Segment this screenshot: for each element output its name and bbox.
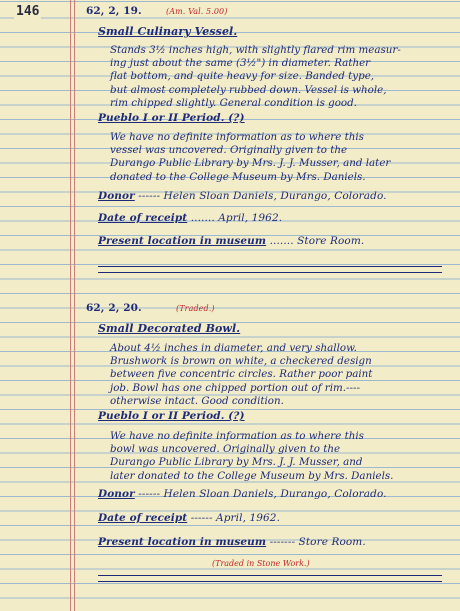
receipt-value: ------ April, 1962. <box>190 512 281 524</box>
receipt-label: Date of receipt <box>98 512 188 524</box>
receipt-row <box>98 512 280 524</box>
description-line: rim chipped slightly. General condition is good. <box>110 96 357 109</box>
receipt-label: Date of receipt <box>98 212 188 224</box>
period-label: Pueblo I or II Period. (?) <box>98 410 245 422</box>
location-value: ------- Store Room. <box>269 536 366 548</box>
description-line: Stands 3½ inches high, with slightly flared rim measur- <box>110 44 401 56</box>
donor-label: Donor <box>98 190 135 202</box>
description-block <box>110 44 450 110</box>
margin-note: (Traded.) <box>176 304 215 313</box>
receipt-row <box>98 212 282 224</box>
location-row <box>98 235 364 247</box>
description-line: flat bottom, and quite heavy for size. Banded type, <box>110 70 375 83</box>
description-line: About 4½ inches in diameter, and very shallow. <box>110 342 357 354</box>
location-label: Present location in museum <box>98 235 267 247</box>
receipt-value: ....... April, 1962. <box>190 212 283 224</box>
donor-row <box>98 488 387 500</box>
catalog-number: 62, 2, 19. <box>86 5 142 17</box>
entry-divider <box>98 581 442 582</box>
description-line: Brushwork is brown on white, a checkered design <box>110 355 372 368</box>
description-line: between five concentric circles. Rather poor paint <box>110 368 373 381</box>
entry-title: Small Decorated Bowl. <box>98 322 241 335</box>
provenance-block <box>110 131 450 184</box>
donor-row <box>98 190 387 202</box>
donor-label: Donor <box>98 488 135 500</box>
margin-note: (Am. Val. 5.00) <box>166 7 228 16</box>
provenance-line: bowl was uncovered. Originally given to the <box>110 443 341 456</box>
page-number: 146 <box>16 4 40 19</box>
provenance-line: We have no definite information as to where this <box>110 131 364 143</box>
donor-value: ------ Helen Sloan Daniels, Durango, Colorado. <box>138 488 387 500</box>
entry-title: Small Culinary Vessel. <box>98 25 238 38</box>
location-value: ....... Store Room. <box>269 235 365 247</box>
description-block <box>110 342 450 408</box>
provenance-line: vessel was uncovered. Originally given to the <box>110 144 348 157</box>
provenance-block <box>110 430 450 483</box>
description-line: but almost completely rubbed down. Vessel is whole, <box>110 83 387 96</box>
entry-divider <box>98 575 442 576</box>
description-line: ing just about the same (3½") in diameter. Rather <box>110 57 371 70</box>
catalog-number: 62, 2, 20. <box>86 302 142 314</box>
provenance-line: Durango Public Library by Mrs. J. J. Musser, and later <box>110 157 391 170</box>
provenance-line: We have no definite information as to where this <box>110 430 364 442</box>
description-line: job. Bowl has one chipped portion out of rim.---- <box>110 381 360 394</box>
traded-footnote: (Traded in Stone Work.) <box>212 559 310 568</box>
provenance-line: later donated to the College Museum by Mrs. Daniels. <box>110 469 394 482</box>
entry-divider <box>98 266 442 267</box>
description-line: otherwise intact. Good condition. <box>110 394 284 407</box>
provenance-line: donated to the College Museum by Mrs. Daniels. <box>110 170 366 183</box>
period-label: Pueblo I or II Period. (?) <box>98 112 245 124</box>
entry-divider <box>98 272 442 273</box>
provenance-line: Durango Public Library by Mrs. J. J. Musser, and <box>110 456 363 469</box>
donor-value: ------ Helen Sloan Daniels, Durango, Colorado. <box>138 190 387 202</box>
location-row <box>98 536 366 548</box>
location-label: Present location in museum <box>98 536 267 548</box>
